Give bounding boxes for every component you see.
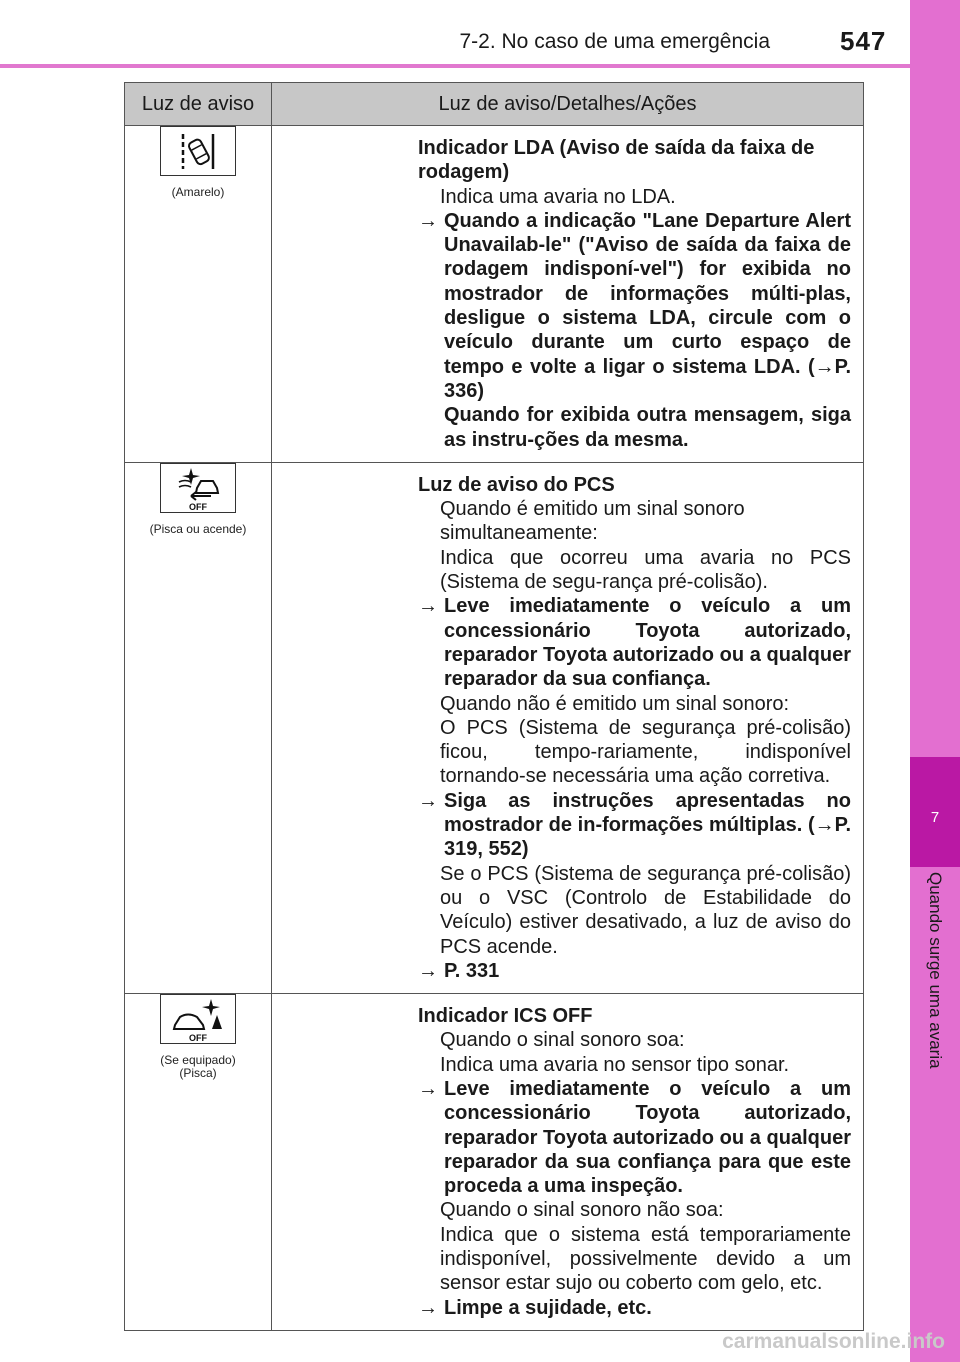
arrow-icon: → xyxy=(418,1077,438,1100)
ics-off-icon xyxy=(160,994,236,1044)
detail-text: Quando não é emitido um sinal sonoro: xyxy=(440,692,790,715)
side-bar xyxy=(910,0,960,1362)
icon-cell xyxy=(125,462,272,993)
page-number: 547 xyxy=(840,26,887,56)
detail-text: Quando é emitido um sinal sonoro simultaneamente: xyxy=(440,498,745,545)
table-row xyxy=(125,462,864,993)
pcs-warning-icon xyxy=(160,463,236,513)
icon-caption: (Pisca ou acende) xyxy=(149,521,247,536)
row-title: Indicador LDA (Aviso de saída da faixa de rodagem) xyxy=(418,137,815,184)
warning-table xyxy=(124,82,864,1331)
detail-text: Indica uma avaria no LDA. xyxy=(440,185,676,208)
detail-text: O PCS (Sistema de segurança pré-colisão) ficou, tempo-rariamente, indisponível tornando-se necessária uma ação corretiva. xyxy=(440,716,851,788)
icon-cell xyxy=(125,126,272,463)
detail-cell xyxy=(272,994,864,1331)
icon-caption: (Se equipado) (Pisca) xyxy=(160,1053,236,1081)
arrow-icon: → xyxy=(418,1296,438,1319)
column-header: Luz de aviso/Detalhes/Ações xyxy=(272,83,864,126)
action-text: → P. 331 xyxy=(418,959,500,982)
arrow-icon: → xyxy=(418,595,438,618)
chapter-title: Quando surge uma avaria xyxy=(926,872,945,1069)
action-text: → Siga as instruções apresentadas no mostrador de in-formações múltiplas. (→P. 319, 552) xyxy=(418,789,851,861)
row-title: Luz de aviso do PCS xyxy=(418,473,615,496)
arrow-icon: → xyxy=(418,209,438,232)
off-label: OFF xyxy=(189,1033,207,1044)
table-row xyxy=(125,126,864,463)
off-label: OFF xyxy=(189,501,207,512)
action-text: → Leve imediatamente o veículo a um concessionário Toyota autorizado, reparador Toyota autorizado ou a qualquer reparador da sua confiança para que este proceda a uma inspeção. xyxy=(418,1077,851,1198)
row-title: Indicador ICS OFF xyxy=(418,1005,593,1028)
detail-text: Indica que ocorreu uma avaria no PCS (Sistema de segu-rança pré-colisão). xyxy=(440,546,851,594)
header-rule xyxy=(0,64,910,68)
table-row xyxy=(125,994,864,1331)
detail-text: Indica uma avaria no sensor tipo sonar. xyxy=(440,1053,790,1076)
icon-caption: (Amarelo) xyxy=(171,185,225,199)
lda-icon xyxy=(160,126,236,176)
arrow-icon: → xyxy=(418,789,438,812)
action-text: → Limpe a sujidade, etc. xyxy=(418,1296,652,1319)
action-text: → Quando a indicação "Lane Departure Alert Unavailab-le" ("Aviso de saída da faixa de rodagem indisponí-vel") for exibida no mostrador de informações múlti-plas, desligue o sistema LDA, circule com o veículo durante um curto espaço de tempo e volte a ligar o sistema LDA. (→P. 336) xyxy=(418,209,851,402)
column-header: Luz de aviso xyxy=(125,83,272,126)
watermark: carmanualsonline.info xyxy=(722,1330,945,1353)
section-title: 7-2. No caso de uma emergência xyxy=(459,30,770,53)
chapter-number: 7 xyxy=(930,809,940,826)
action-text: → Leve imediatamente o veículo a um concessionário Toyota autorizado, reparador Toyota autorizado ou a qualquer reparador da sua confiança. xyxy=(418,595,851,691)
detail-text: Se o PCS (Sistema de segurança pré-colisão) ou o VSC (Controlo de Estabilidade do Veículo) estiver desativado, a luz de aviso do PCS acende. xyxy=(440,862,851,958)
chapter-tab xyxy=(910,757,960,867)
detail-cell xyxy=(272,126,864,463)
action-text: Quando for exibida outra mensagem, siga as instru-ções da mesma. xyxy=(444,404,851,451)
detail-cell xyxy=(272,462,864,993)
detail-text: Indica que o sistema está temporariamente indisponível, possivelmente devido a um sensor estar sujo ou coberto com gelo, etc. xyxy=(440,1223,851,1295)
arrow-icon: → xyxy=(418,959,438,982)
table-header-row xyxy=(125,83,864,126)
detail-text: Quando o sinal sonoro soa: xyxy=(440,1029,685,1052)
icon-cell xyxy=(125,994,272,1331)
detail-text: Quando o sinal sonoro não soa: xyxy=(440,1199,724,1222)
